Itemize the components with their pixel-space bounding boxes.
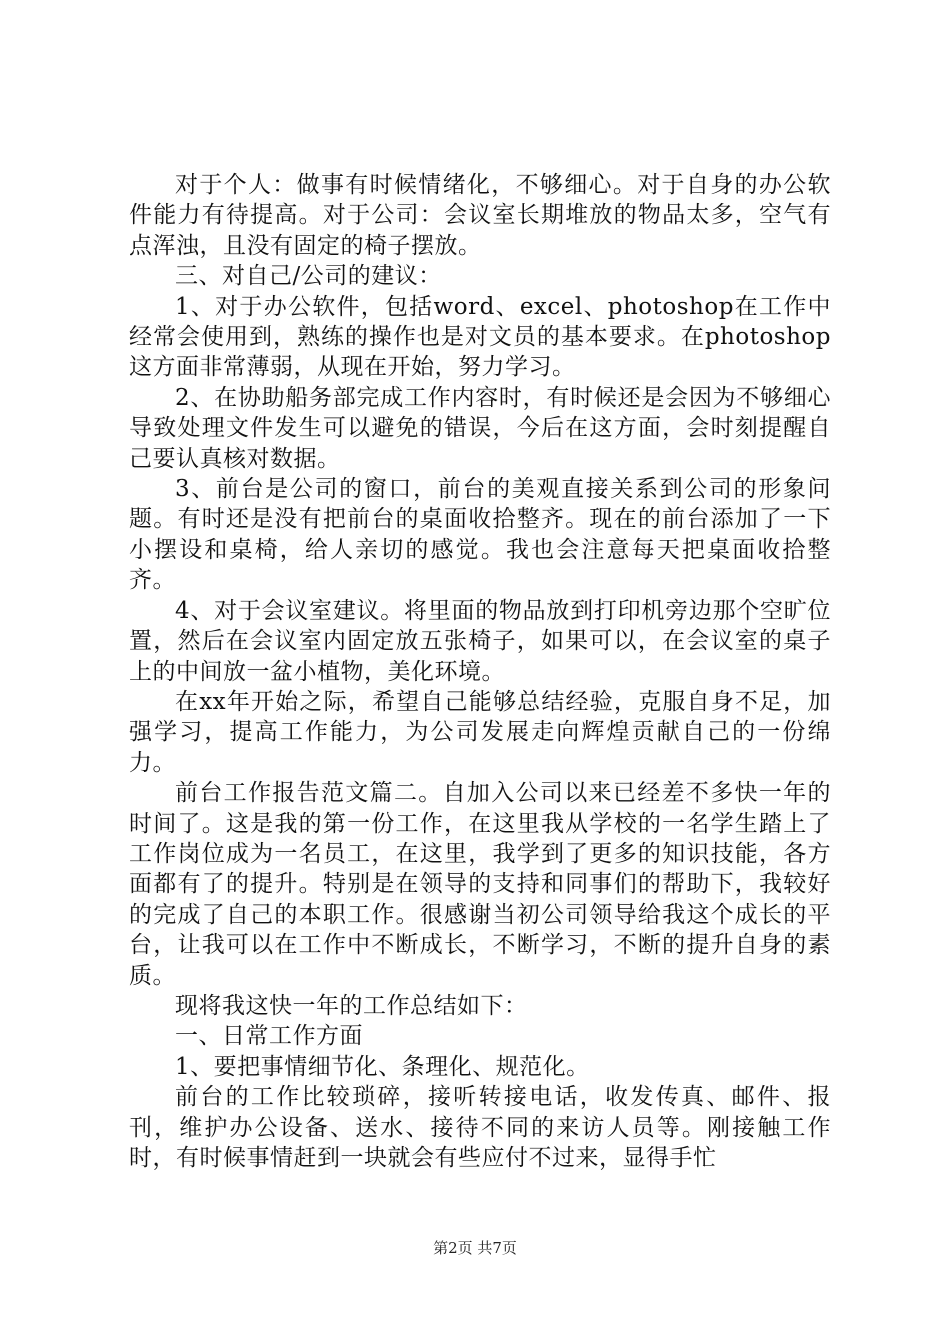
paragraph-suggestion-3: 3、前台是公司的窗口，前台的美观直接关系到公司的形象问题。有时还是没有把前台的桌面收拾整齐。现在的前台添加了一下小摆设和桌椅，给人亲切的感觉。我也会注意每天把桌面收拾整齐。 xyxy=(129,476,831,594)
paragraph-report-two-intro: 前台工作报告范文篇二。自加入公司以来已经差不多快一年的时间了。这是我的第一份工作，在这里我从学校的一名学生踏上了工作岗位成为一名员工，在这里，我学到了更多的知识技能，各方面都有了的提升。特别是在领导的支持和同事们的帮助下，我较好的完成了自己的本职工作。很感谢当初公司领导给我这个成长的平台，让我可以在工作中不断成长，不断学习，不断的提升自身的素质。 xyxy=(129,780,831,989)
page-number-footer: 第2页 共7页 xyxy=(433,1239,517,1257)
paragraph-suggestion-2: 2、在协助船务部完成工作内容时，有时候还是会因为不够细心导致处理文件发生可以避免的错误，今后在这方面，会时刻提醒自己要认真核对数据。 xyxy=(129,384,831,472)
paragraph-front-desk-tasks: 前台的工作比较琐碎，接听转接电话，收发传真、邮件、报刊，维护办公设备、送水、接待不同的来访人员等。刚接触工作时，有时候事情赶到一块就会有些应付不过来，显得手忙 xyxy=(129,1084,831,1171)
paragraph-suggestion-4: 4、对于会议室建议。将里面的物品放到打印机旁边那个空旷位置，然后在会议室内固定放五张椅子，如果可以，在会议室的桌子上的中间放一盆小植物，美化环境。 xyxy=(129,597,831,685)
paragraph-new-year: 在xx年开始之际，希望自己能够总结经验，克服自身不足，加强学习，提高工作能力，为公司发展走向辉煌贡献自己的一份绵力。 xyxy=(129,688,831,776)
paragraph-suggestion-1: 1、对于办公软件，包括word、excel、photoshop在工作中经常会使用到，熟练的操作也是对文员的基本要求。在photoshop这方面非常薄弱，从现在开始，努力学习。 xyxy=(129,293,831,381)
document-body xyxy=(129,170,831,1173)
paragraph-summary-lead: 现将我这快一年的工作总结如下： xyxy=(175,992,528,1019)
subheading-detail: 1、要把事情细节化、条理化、规范化。 xyxy=(175,1053,590,1080)
paragraph-personal-issues: 对于个人：做事有时候情绪化，不够细心。对于自身的办公软件能力有待提高。对于公司：会议室长期堆放的物品太多，空气有点浑浊，且没有固定的椅子摆放。 xyxy=(129,172,831,259)
heading-suggestions: 三、对自己/公司的建议： xyxy=(175,263,442,290)
heading-daily-work: 一、日常工作方面 xyxy=(175,1023,363,1050)
